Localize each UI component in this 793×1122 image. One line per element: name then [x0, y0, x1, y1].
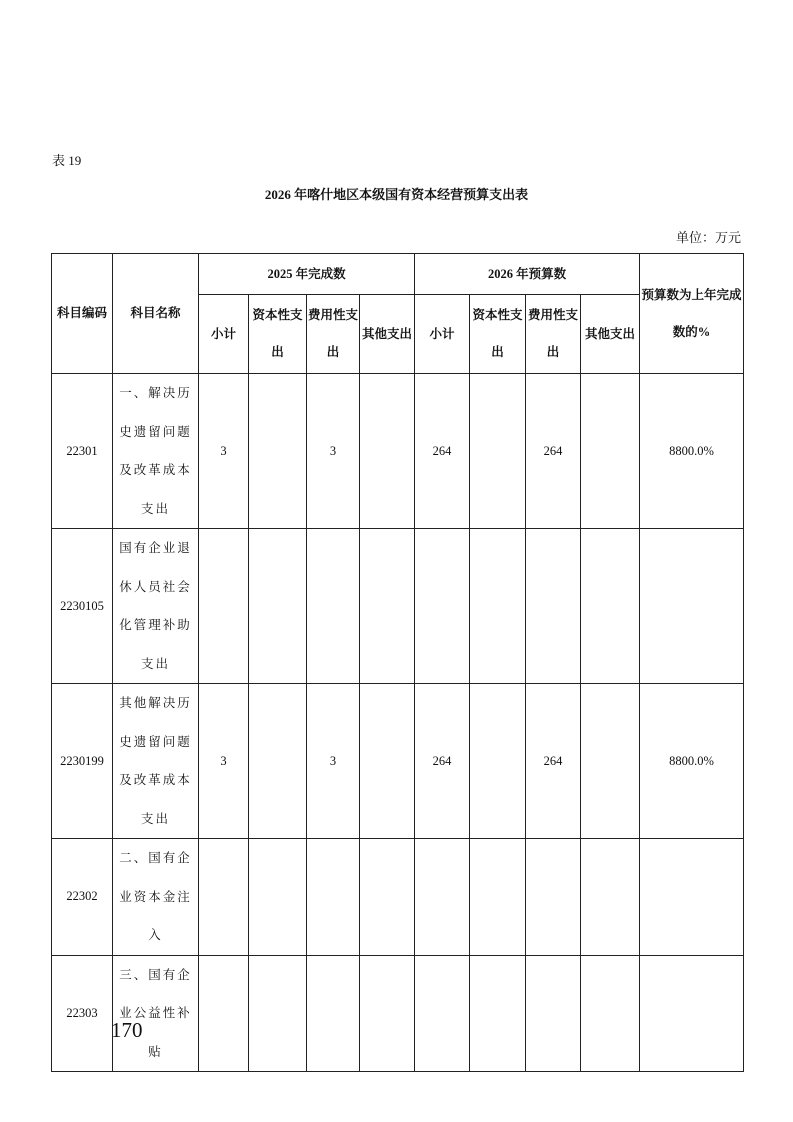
cell-name: 其他解决历史遗留问题及改革成本支出 — [113, 684, 199, 839]
cell-2025-expense — [307, 955, 360, 1072]
cell-2026-expense — [526, 955, 581, 1072]
cell-2026-expense: 264 — [526, 374, 581, 529]
header-2026-subtotal: 小计 — [415, 295, 470, 374]
cell-2025-capital — [249, 529, 307, 684]
budget-table — [51, 253, 744, 1072]
table-row — [52, 955, 744, 1072]
table-label: 表 19 — [52, 153, 82, 168]
cell-2026-subtotal — [415, 955, 470, 1072]
header-2026-expense: 费用性支出 — [526, 295, 581, 374]
cell-2026-other — [581, 955, 640, 1072]
cell-2026-subtotal: 264 — [415, 374, 470, 529]
header-2025-expense: 费用性支出 — [307, 295, 360, 374]
cell-code: 22302 — [52, 839, 113, 956]
cell-2025-expense — [307, 839, 360, 956]
cell-2026-capital — [470, 684, 526, 839]
cell-2025-expense: 3 — [307, 684, 360, 839]
cell-code: 22303 — [52, 955, 113, 1072]
cell-2025-subtotal: 3 — [199, 374, 249, 529]
cell-2026-other — [581, 839, 640, 956]
table-row — [52, 839, 744, 956]
cell-2025-capital — [249, 839, 307, 956]
header-2025-capital: 资本性支出 — [249, 295, 307, 374]
cell-name: 三、国有企业公益性补贴 — [113, 955, 199, 1072]
cell-2025-expense: 3 — [307, 374, 360, 529]
cell-2026-capital — [470, 529, 526, 684]
table-row — [52, 529, 744, 684]
cell-2025-capital — [249, 955, 307, 1072]
cell-2025-capital — [249, 684, 307, 839]
header-2026-capital: 资本性支出 — [470, 295, 526, 374]
cell-2025-subtotal: 3 — [199, 684, 249, 839]
cell-2026-subtotal — [415, 529, 470, 684]
cell-ratio — [640, 529, 744, 684]
cell-ratio: 8800.0% — [640, 684, 744, 839]
cell-ratio — [640, 955, 744, 1072]
cell-2026-other — [581, 374, 640, 529]
table-row — [52, 374, 744, 529]
cell-2025-other — [360, 374, 415, 529]
cell-2025-other — [360, 839, 415, 956]
cell-2026-expense — [526, 529, 581, 684]
cell-2026-other — [581, 529, 640, 684]
cell-2026-capital — [470, 955, 526, 1072]
unit-label: 单位：万元 — [675, 230, 741, 245]
cell-2025-expense — [307, 529, 360, 684]
cell-2025-subtotal — [199, 839, 249, 956]
page-number: 170 — [111, 1018, 143, 1042]
cell-code: 2230199 — [52, 684, 113, 839]
cell-2026-capital — [470, 374, 526, 529]
cell-name: 二、国有企业资本金注入 — [113, 839, 199, 956]
table-row — [52, 684, 744, 839]
header-2025-other: 其他支出 — [360, 295, 415, 374]
cell-2025-capital — [249, 374, 307, 529]
cell-2025-subtotal — [199, 955, 249, 1072]
header-name: 科目名称 — [113, 254, 199, 374]
cell-name: 国有企业退休人员社会化管理补助支出 — [113, 529, 199, 684]
header-2026-other: 其他支出 — [581, 295, 640, 374]
cell-2026-subtotal — [415, 839, 470, 956]
cell-code: 22301 — [52, 374, 113, 529]
cell-code: 2230105 — [52, 529, 113, 684]
header-code: 科目编码 — [52, 254, 113, 374]
page-title: 2026 年喀什地区本级国有资本经营预算支出表 — [264, 187, 529, 202]
cell-2025-other — [360, 684, 415, 839]
cell-2026-expense — [526, 839, 581, 956]
cell-ratio — [640, 839, 744, 956]
cell-2026-subtotal: 264 — [415, 684, 470, 839]
header-group-2026: 2026 年预算数 — [415, 254, 640, 295]
header-ratio: 预算数为上年完成数的% — [640, 254, 744, 374]
header-group-2025: 2025 年完成数 — [199, 254, 415, 295]
cell-2026-other — [581, 684, 640, 839]
cell-2026-expense: 264 — [526, 684, 581, 839]
cell-2025-subtotal — [199, 529, 249, 684]
cell-name: 一、解决历史遗留问题及改革成本支出 — [113, 374, 199, 529]
cell-2026-capital — [470, 839, 526, 956]
cell-2025-other — [360, 529, 415, 684]
header-2025-subtotal: 小计 — [199, 295, 249, 374]
cell-ratio: 8800.0% — [640, 374, 744, 529]
cell-2025-other — [360, 955, 415, 1072]
